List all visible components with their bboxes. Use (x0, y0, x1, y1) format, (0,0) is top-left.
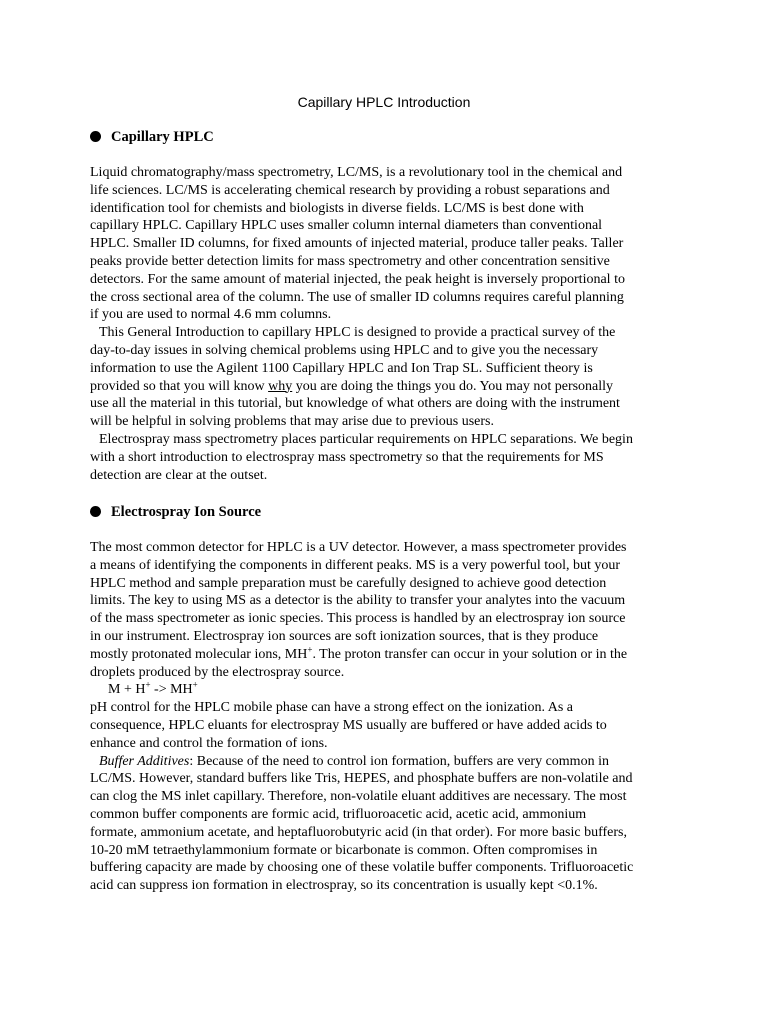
text-segment: : Because of the need to control ion formation, buffers are very common in (189, 753, 609, 769)
text-line: droplets produced by the electrospray source. (90, 664, 345, 680)
superscript: + (145, 679, 151, 690)
bullet-icon (90, 506, 101, 517)
text-line: if you are used to normal 4.6 mm columns. (90, 307, 332, 323)
text-line: limits. The key to using MS as a detector is the ability to transfer your analytes into the vacuum (90, 593, 626, 609)
text-line: common buffer components are formic acid, trifluoroacetic acid, acetic acid, ammonium (90, 806, 587, 822)
reaction-formula (90, 681, 690, 699)
text-segment: mostly protonated molecular ions, MH (90, 646, 308, 662)
text-line: consequence, HPLC eluants for electrospray MS usually are buffered or have added acids to (90, 717, 607, 733)
text-line: life sciences. LC/MS is accelerating chemical research by providing a robust separations and (90, 182, 610, 198)
text-segment: you are doing the things you do. You may not personally (292, 378, 614, 394)
text-line: detectors. For the same amount of material injected, the peak height is inversely proportional to (90, 271, 625, 287)
formula-part: M + H (108, 682, 146, 698)
text-segment: . The proton transfer can occur in your solution or in the (312, 646, 628, 662)
text-line: Electrospray mass spectrometry places particular requirements on HPLC separations. We begin (99, 431, 633, 447)
text-line: LC/MS. However, standard buffers like Tris, HEPES, and phosphate buffers are non-volatile and (90, 771, 633, 787)
text-line: in our instrument. Electrospray ion sources are soft ionization sources, that is they produce (90, 628, 599, 644)
superscript: + (307, 644, 313, 655)
text-line: the cross sectional area of the column. The use of smaller ID columns requires careful planning (90, 289, 624, 305)
text-line: information to use the Agilent 1100 Capillary HPLC and Ion Trap SL. Sufficient theory is (90, 360, 593, 376)
section-heading-capillary-hplc (90, 128, 214, 146)
text-line: formate, ammonium acetate, and heptafluorobutyric acid (in that order). For more basic buffers, (90, 824, 627, 840)
section-heading-label: Electrospray Ion Source (111, 504, 262, 520)
italic-label: Buffer Additives (99, 753, 190, 769)
text-line-with-superscript (90, 646, 690, 664)
text-line: peaks provide better detection limits for mass spectrometry and other concentration sensitive (90, 253, 610, 269)
text-line: Liquid chromatography/mass spectrometry, LC/MS, is a revolutionary tool in the chemical and (90, 165, 623, 180)
text-line: This General Introduction to capillary HPLC is designed to provide a practical survey of the (99, 325, 616, 341)
text-line: with a short introduction to electrospray mass spectrometry so that the requirements for MS (90, 449, 604, 465)
text-line-buffer-additives (90, 753, 690, 771)
text-line: HPLC. Smaller ID columns, for fixed amounts of injected material, produce taller peaks. Taller (90, 236, 624, 252)
text-line: acid can suppress ion formation in electrospray, so its concentration is usually kept <0.1%. (90, 878, 598, 894)
formula-part: -> MH (150, 682, 193, 698)
text-line: identification tool for chemists and biologists in diverse fields. LC/MS is best done with (90, 200, 584, 216)
page-title: Capillary HPLC Introduction (297, 94, 471, 110)
text-line: a means of identifying the components in different peaks. MS is a very powerful tool, but your (90, 557, 621, 573)
text-line: of the mass spectrometer as ionic species. This process is handled by an electrospray ion source (90, 611, 626, 627)
text-line: day-to-day issues in solving chemical problems using HPLC and to give you the necessary (90, 342, 599, 358)
text-segment: provided so that you will know (90, 378, 269, 394)
text-line: detection are clear at the outset. (90, 467, 268, 483)
text-line: pH control for the HPLC mobile phase can have a strong effect on the ionization. As a (90, 700, 573, 716)
underlined-word: why (268, 378, 293, 394)
text-line: can clog the MS inlet capillary. Therefore, non-volatile eluant additives are necessary. The most (90, 789, 627, 805)
superscript: + (192, 679, 198, 690)
section-heading-label: Capillary HPLC (111, 129, 214, 145)
section-heading-electrospray-ion-source (90, 503, 261, 521)
text-line-with-underline (90, 378, 690, 396)
text-line: use all the material in this tutorial, but knowledge of what others are doing with the instrument (90, 396, 620, 412)
text-line: 10-20 mM tetraethylammonium formate or bicarbonate is common. Often compromises in (90, 842, 598, 858)
text-line: will be helpful in solving problems that may arise due to previous users. (90, 414, 494, 430)
section-body-electrospray-ion-source (90, 539, 690, 895)
section-body-capillary-hplc (90, 164, 690, 484)
text-line: capillary HPLC. Capillary HPLC uses smaller column internal diameters than conventional (90, 218, 603, 234)
text-line: The most common detector for HPLC is a UV detector. However, a mass spectrometer provides (90, 540, 627, 555)
text-line: enhance and control the formation of ions. (90, 735, 328, 751)
text-line: buffering capacity are made by choosing one of these volatile buffer components. Trifluoroacetic (90, 860, 634, 876)
text-line: HPLC method and sample preparation must be carefully designed to achieve good detection (90, 575, 607, 591)
bullet-icon (90, 131, 101, 142)
